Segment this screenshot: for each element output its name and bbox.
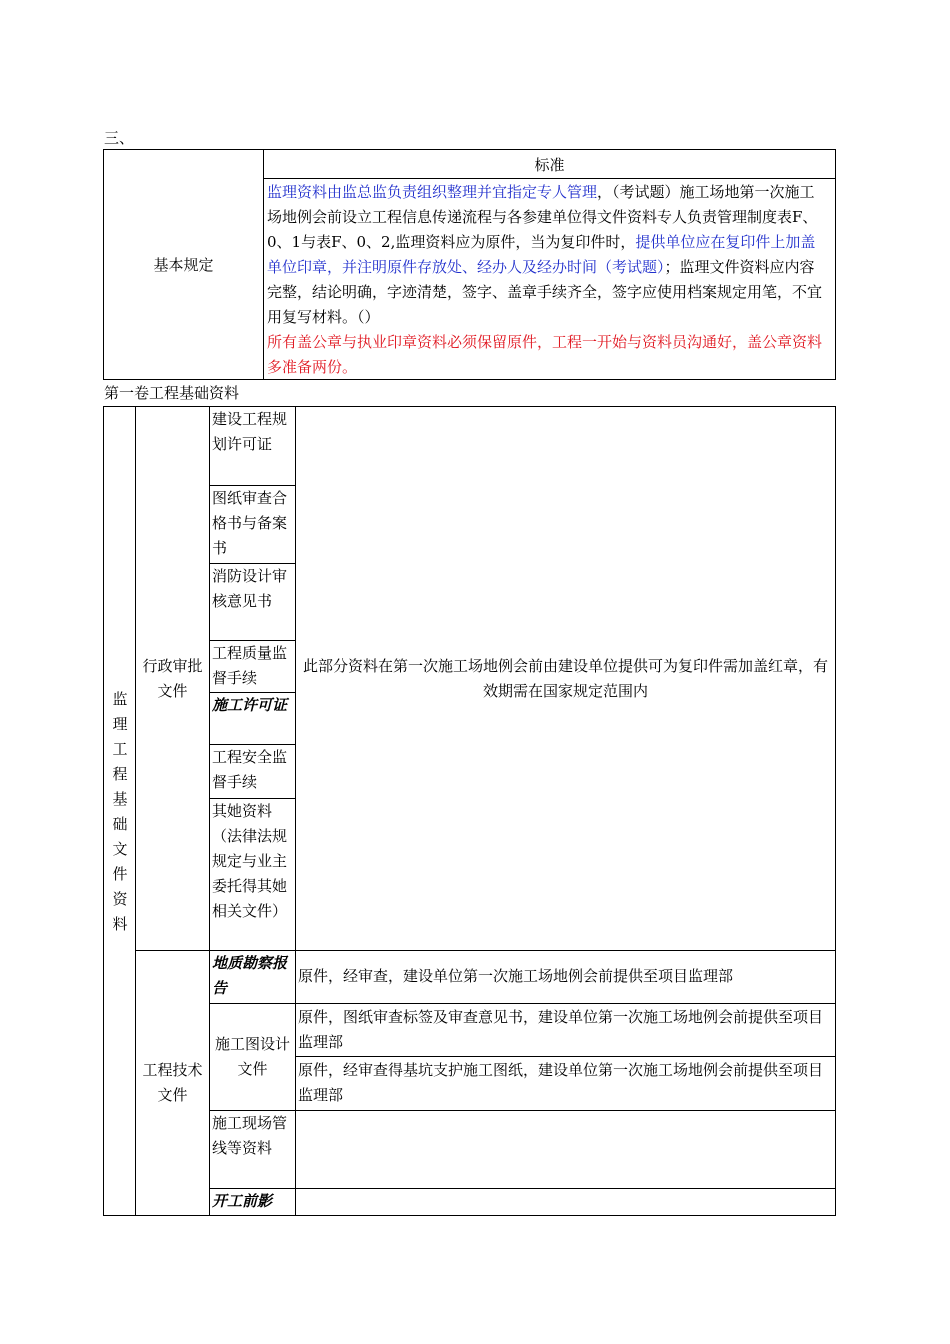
- rule-text-red: 所有盖公章与执业印章资料必须保留原件，工程一开始与资料员沟通好，盖公章资料多准备两份。: [267, 333, 823, 376]
- tech-docs-label: 工程技术文件: [136, 951, 210, 1215]
- geo-report-desc: 原件，经审查，建设单位第一次施工场地例会前提供至项目监理部: [296, 951, 835, 1004]
- list-item-geo-report: 地质勘察报告: [210, 951, 296, 1004]
- list-item-planning-permit: 建设工程规划许可证: [210, 407, 296, 486]
- standards-table: [103, 149, 836, 380]
- list-item-safety-supervision: 工程安全监督手续: [210, 745, 296, 799]
- pipeline-docs-desc: [296, 1111, 835, 1189]
- rule-text-blue-2: 提供单位应在复印件上加盖单位印章，并注明原件存放处、经办人及经办时间（考试题）: [267, 233, 816, 276]
- standard-header: 标准: [264, 150, 835, 179]
- drawing-files-desc-1: 原件，图纸审查标签及审查意见书，建设单位第一次施工场地例会前提供至项目监理部: [296, 1004, 835, 1057]
- list-item-pipeline-docs: 施工现场管线等资料: [210, 1111, 296, 1189]
- rule-text-blue-1: 监理资料由监总监负责组织整理并宜指定专人管理: [267, 183, 598, 201]
- list-item-quality-supervision: 工程质量监督手续: [210, 641, 296, 693]
- volume-title: 第一卷工程基础资料: [104, 384, 240, 402]
- list-item-other-docs: 其她资料（法律法规规定与业主委托得其她相关文件）: [210, 799, 296, 951]
- rule-text-2: ；监理文件资料应内容完整，结论明确，字迹清楚，签字、盖章手续齐全，签字应使用档案规定用笔，不宜用复写材料。（）: [267, 258, 823, 326]
- admin-approval-label: 行政审批文件: [136, 407, 210, 951]
- section-label: 三、: [104, 129, 135, 147]
- rule-text-1: ，（考试题）施工场地第一次施工场地例会前设立工程信息传递流程与各参建单位得文件资料专人负责管理制度表F、0、1与表F、0、2,监理资料应为原件，当为复印件时，: [267, 183, 818, 251]
- basic-files-table: [103, 406, 836, 1216]
- list-item-drawing-review: 图纸审查合格书与备案书: [210, 486, 296, 564]
- list-item-fire-design: 消防设计审核意见书: [210, 564, 296, 641]
- standard-content: [267, 180, 823, 380]
- list-item-pre-start-photos: 开工前影: [210, 1189, 296, 1215]
- list-item-drawing-files: 施工图设计文件: [210, 1004, 296, 1111]
- drawing-files-desc-2: 原件，经审查得基坑支护施工图纸，建设单位第一次施工场地例会前提供至项目监理部: [296, 1057, 835, 1111]
- basic-rules-label: 基本规定: [104, 150, 264, 379]
- main-category-label: 监理工程基础文件资料: [112, 690, 128, 933]
- list-item-construction-permit: 施工许可证: [210, 693, 296, 745]
- admin-approval-desc: 此部分资料在第一次施工场地例会前由建设单位提供可为复印件需加盖红章，有效期需在国家规定范围内: [296, 407, 835, 951]
